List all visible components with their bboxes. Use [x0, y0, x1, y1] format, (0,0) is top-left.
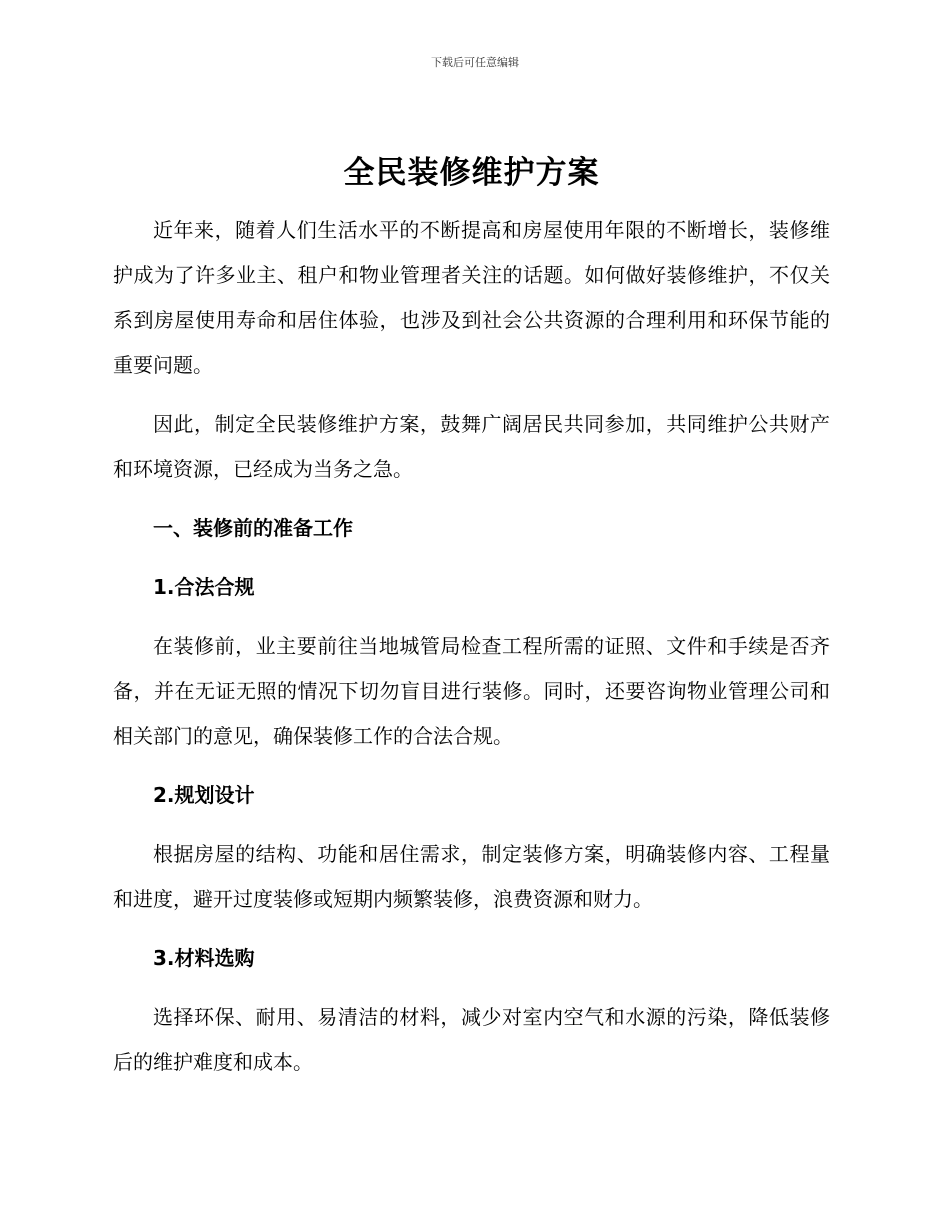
subsection-text-materials: 选择环保、耐用、易清洁的材料，减少对室内空气和水源的污染，降低装修后的维护难度和成本。 — [113, 1005, 830, 1074]
section-heading-1: 一、装修前的准备工作 — [153, 516, 353, 540]
header-note: 下载后可任意编辑 — [431, 56, 519, 69]
subsection-heading-legal: 1.合法合规 — [153, 575, 255, 599]
intro-paragraph-1: 近年来，随着人们生活水平的不断提高和房屋使用年限的不断增长，装修维护成为了许多业主、租户和物业管理者关注的话题。如何做好装修维护，不仅关系到房屋使用寿命和居住体验，也涉及到社会公共资源的合理利用和环保节能的重要问题。 — [113, 218, 830, 377]
intro-paragraph-2: 因此，制定全民装修维护方案，鼓舞广阔居民共同参加，共同维护公共财产和环境资源，已经成为当务之急。 — [113, 412, 830, 481]
document-body — [113, 148, 830, 1085]
subsection-text-planning: 根据房屋的结构、功能和居住需求，制定装修方案，明确装修内容、工程量和进度，避开过度装修或短期内频繁装修，浪费资源和财力。 — [113, 842, 830, 911]
document-title: 全民装修维护方案 — [343, 155, 600, 191]
subsection-heading-planning: 2.规划设计 — [153, 783, 255, 807]
subsection-heading-materials: 3.材料选购 — [153, 946, 255, 970]
subsection-text-legal: 在装修前，业主要前往当地城管局检查工程所需的证照、文件和手续是否齐备，并在无证无照的情况下切勿盲目进行装修。同时，还要咨询物业管理公司和相关部门的意见，确保装修工作的合法合规。 — [113, 634, 830, 748]
